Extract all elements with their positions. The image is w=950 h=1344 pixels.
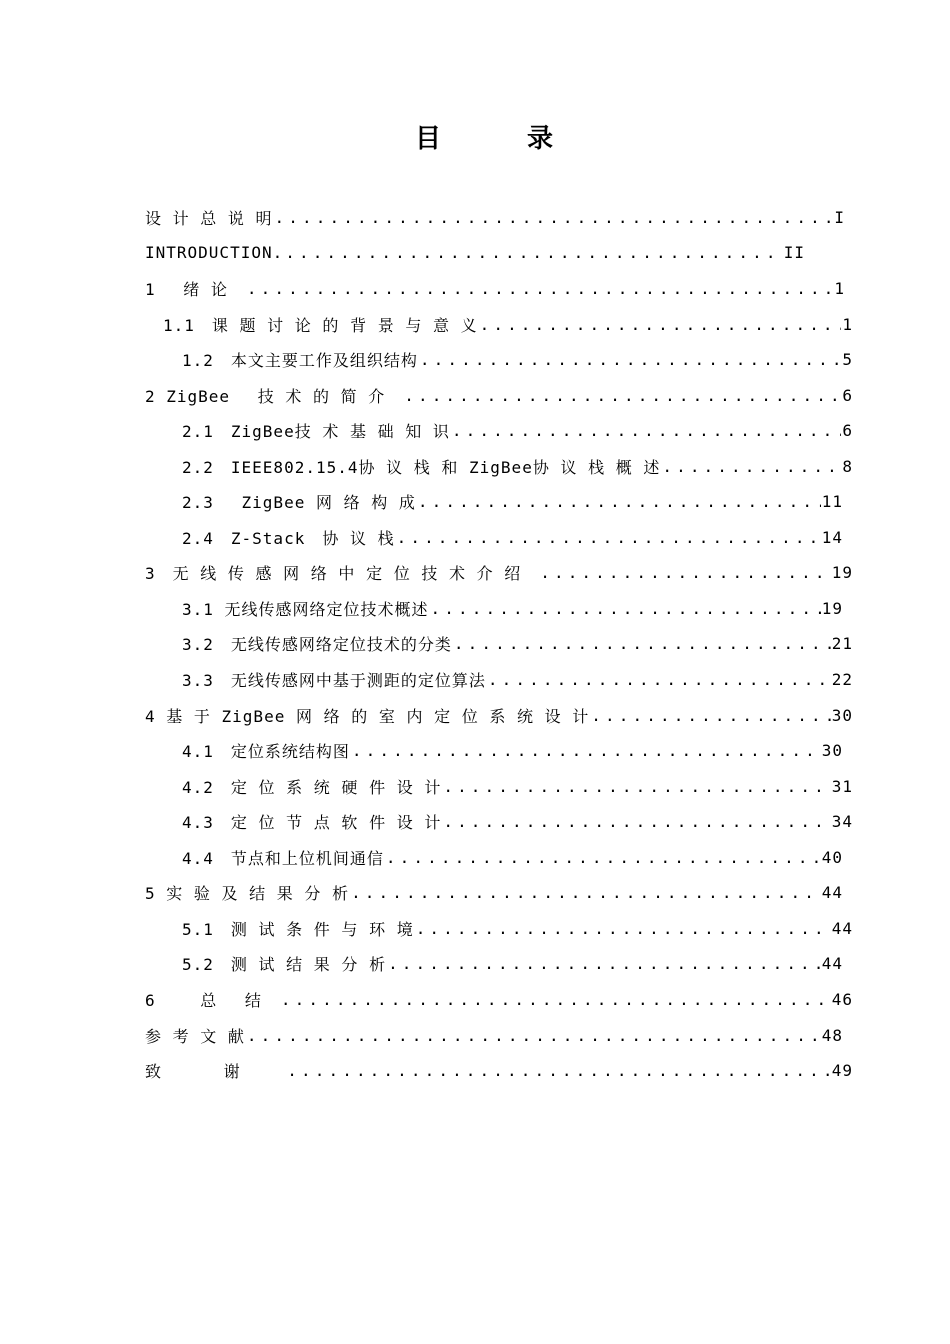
dot-leader [454, 634, 831, 653]
toc-page-number: 40 [821, 847, 843, 867]
dot-leader [452, 421, 841, 440]
dot-leader [480, 315, 842, 334]
toc-page-number: 49 [831, 1060, 853, 1080]
toc-page-number: 44 [831, 918, 853, 938]
toc-entry-label: 5.2 测 试 结 果 分 析 [182, 952, 388, 975]
toc-entry-4-2[interactable] [182, 771, 853, 801]
toc-page-number: 6 [842, 420, 853, 440]
toc-entry-acknowledgements[interactable] [145, 1055, 853, 1085]
toc-page-number: 48 [821, 1025, 843, 1045]
dot-leader [418, 492, 821, 511]
dot-leader [287, 1061, 830, 1080]
toc-page-number: 5 [842, 349, 853, 369]
toc-entry-label: 3.3 无线传感网中基于测距的定位算法 [182, 668, 488, 691]
toc-page-number: 30 [831, 705, 853, 725]
dot-leader [285, 243, 783, 262]
toc-entry-label: 4.4 节点和上位机间通信 [182, 846, 386, 869]
dot-leader [352, 741, 821, 760]
toc-entry-2-3[interactable] [182, 486, 843, 516]
toc-entry-label: INTRODUCTION. [145, 242, 284, 262]
toc-entry-label: 6 总 结 [145, 988, 281, 1011]
toc-entry-label: 1 绪 论 [145, 277, 247, 300]
toc-entry-design-summary[interactable] [145, 202, 845, 232]
dot-leader [443, 777, 830, 796]
toc-entry-label: 4 基 于 ZigBee 网 络 的 室 内 定 位 系 统 设 计 [145, 704, 591, 727]
toc-title: 目 录 [414, 124, 583, 154]
dot-leader [488, 670, 831, 689]
toc-page-number: 30 [821, 740, 843, 760]
dot-leader [281, 990, 831, 1009]
toc-page-number: 34 [831, 811, 853, 831]
toc-page-number: 8 [842, 456, 853, 476]
dot-leader [591, 706, 830, 725]
toc-entry-1-2[interactable] [182, 344, 853, 374]
toc-entry-chapter-4[interactable] [145, 700, 853, 730]
toc-page-number: 44 [821, 953, 843, 973]
toc-page-number: 21 [831, 633, 853, 653]
toc-entry-label: 5 实 验 及 结 果 分 析 [145, 881, 351, 904]
toc-page-number: 22 [831, 669, 853, 689]
toc-entry-references[interactable] [145, 1020, 843, 1050]
toc-entry-label: 2 ZigBee 技 术 的 简 介 [145, 384, 404, 407]
dot-leader [662, 457, 841, 476]
toc-page-number: 31 [831, 776, 853, 796]
toc-page-number: 1 [834, 278, 845, 298]
toc-entry-label: 致 谢 [145, 1059, 287, 1082]
dot-leader [431, 599, 821, 618]
dot-leader [247, 1026, 821, 1045]
toc-page-number: 6 [842, 385, 853, 405]
toc-entry-label: 3.2 无线传感网络定位技术的分类 [182, 632, 454, 655]
toc-entry-label: 2.2 IEEE802.15.4协 议 栈 和 ZigBee协 议 栈 概 述 [182, 455, 662, 478]
toc-entry-5-2[interactable] [182, 948, 843, 978]
dot-leader [416, 919, 831, 938]
toc-entry-2-1[interactable] [182, 415, 853, 445]
dot-leader [443, 812, 830, 831]
toc-page-number: 11 [821, 491, 843, 511]
dot-leader [351, 883, 821, 902]
toc-entry-3-3[interactable] [182, 664, 853, 694]
toc-entry-label: 设 计 总 说 明 [145, 206, 275, 229]
toc-entry-1-1[interactable] [163, 309, 853, 339]
toc-page-number: 14 [821, 527, 843, 547]
toc-entry-3-2[interactable] [182, 628, 853, 658]
toc-entry-4-4[interactable] [182, 842, 843, 872]
toc-entry-2-4[interactable] [182, 522, 843, 552]
toc-entry-chapter-5[interactable] [145, 877, 843, 907]
toc-page-number: 44 [821, 882, 843, 902]
toc-page-number: I [834, 207, 845, 227]
toc-page-number: 19 [831, 562, 853, 582]
toc-entry-label: 2.3 ZigBee 网 络 构 成 [182, 490, 418, 513]
toc-entry-label: 3 无 线 传 感 网 络 中 定 位 技 术 介 绍 [145, 561, 540, 584]
toc-page-number: 1 [842, 314, 853, 334]
toc-page-number: II [783, 242, 805, 262]
toc-entry-5-1[interactable] [182, 913, 853, 943]
toc-entry-label: 4.3 定 位 节 点 软 件 设 计 [182, 810, 443, 833]
dot-leader [420, 350, 841, 369]
dot-leader [247, 279, 833, 298]
dot-leader [386, 848, 821, 867]
dot-leader [275, 208, 834, 227]
dot-leader [388, 954, 821, 973]
toc-entry-4-3[interactable] [182, 806, 853, 836]
toc-entry-2-2[interactable] [182, 451, 853, 481]
toc-entry-chapter-3[interactable] [145, 557, 853, 587]
toc-entry-label: 3.1 无线传感网络定位技术概述 [182, 597, 431, 620]
toc-entry-chapter-1[interactable] [145, 273, 845, 303]
toc-entry-label: 2.1 ZigBee技 术 基 础 知 识 [182, 419, 452, 442]
toc-page-number: 46 [831, 989, 853, 1009]
dot-leader [540, 563, 831, 582]
toc-page-number: 19 [821, 598, 843, 618]
toc-entry-label: 2.4 Z-Stack 协 议 栈 [182, 526, 397, 549]
toc-entry-label: 5.1 测 试 条 件 与 环 境 [182, 917, 416, 940]
toc-entry-introduction[interactable] [145, 237, 805, 267]
toc-entry-chapter-2[interactable] [145, 380, 853, 410]
toc-entry-label: 参 考 文 献 [145, 1024, 247, 1047]
dot-leader [397, 528, 821, 547]
dot-leader [404, 386, 841, 405]
toc-entry-label: 4.2 定 位 系 统 硬 件 设 计 [182, 775, 443, 798]
toc-entry-3-1[interactable] [182, 593, 843, 623]
toc-entry-label: 1.2 本文主要工作及组织结构 [182, 348, 420, 371]
toc-entry-label: 4.1 定位系统结构图 [182, 739, 352, 762]
toc-entry-label: 1.1 课 题 讨 论 的 背 景 与 意 义 [163, 313, 480, 336]
toc-entry-4-1[interactable] [182, 735, 843, 765]
toc-entry-chapter-6[interactable] [145, 984, 853, 1014]
